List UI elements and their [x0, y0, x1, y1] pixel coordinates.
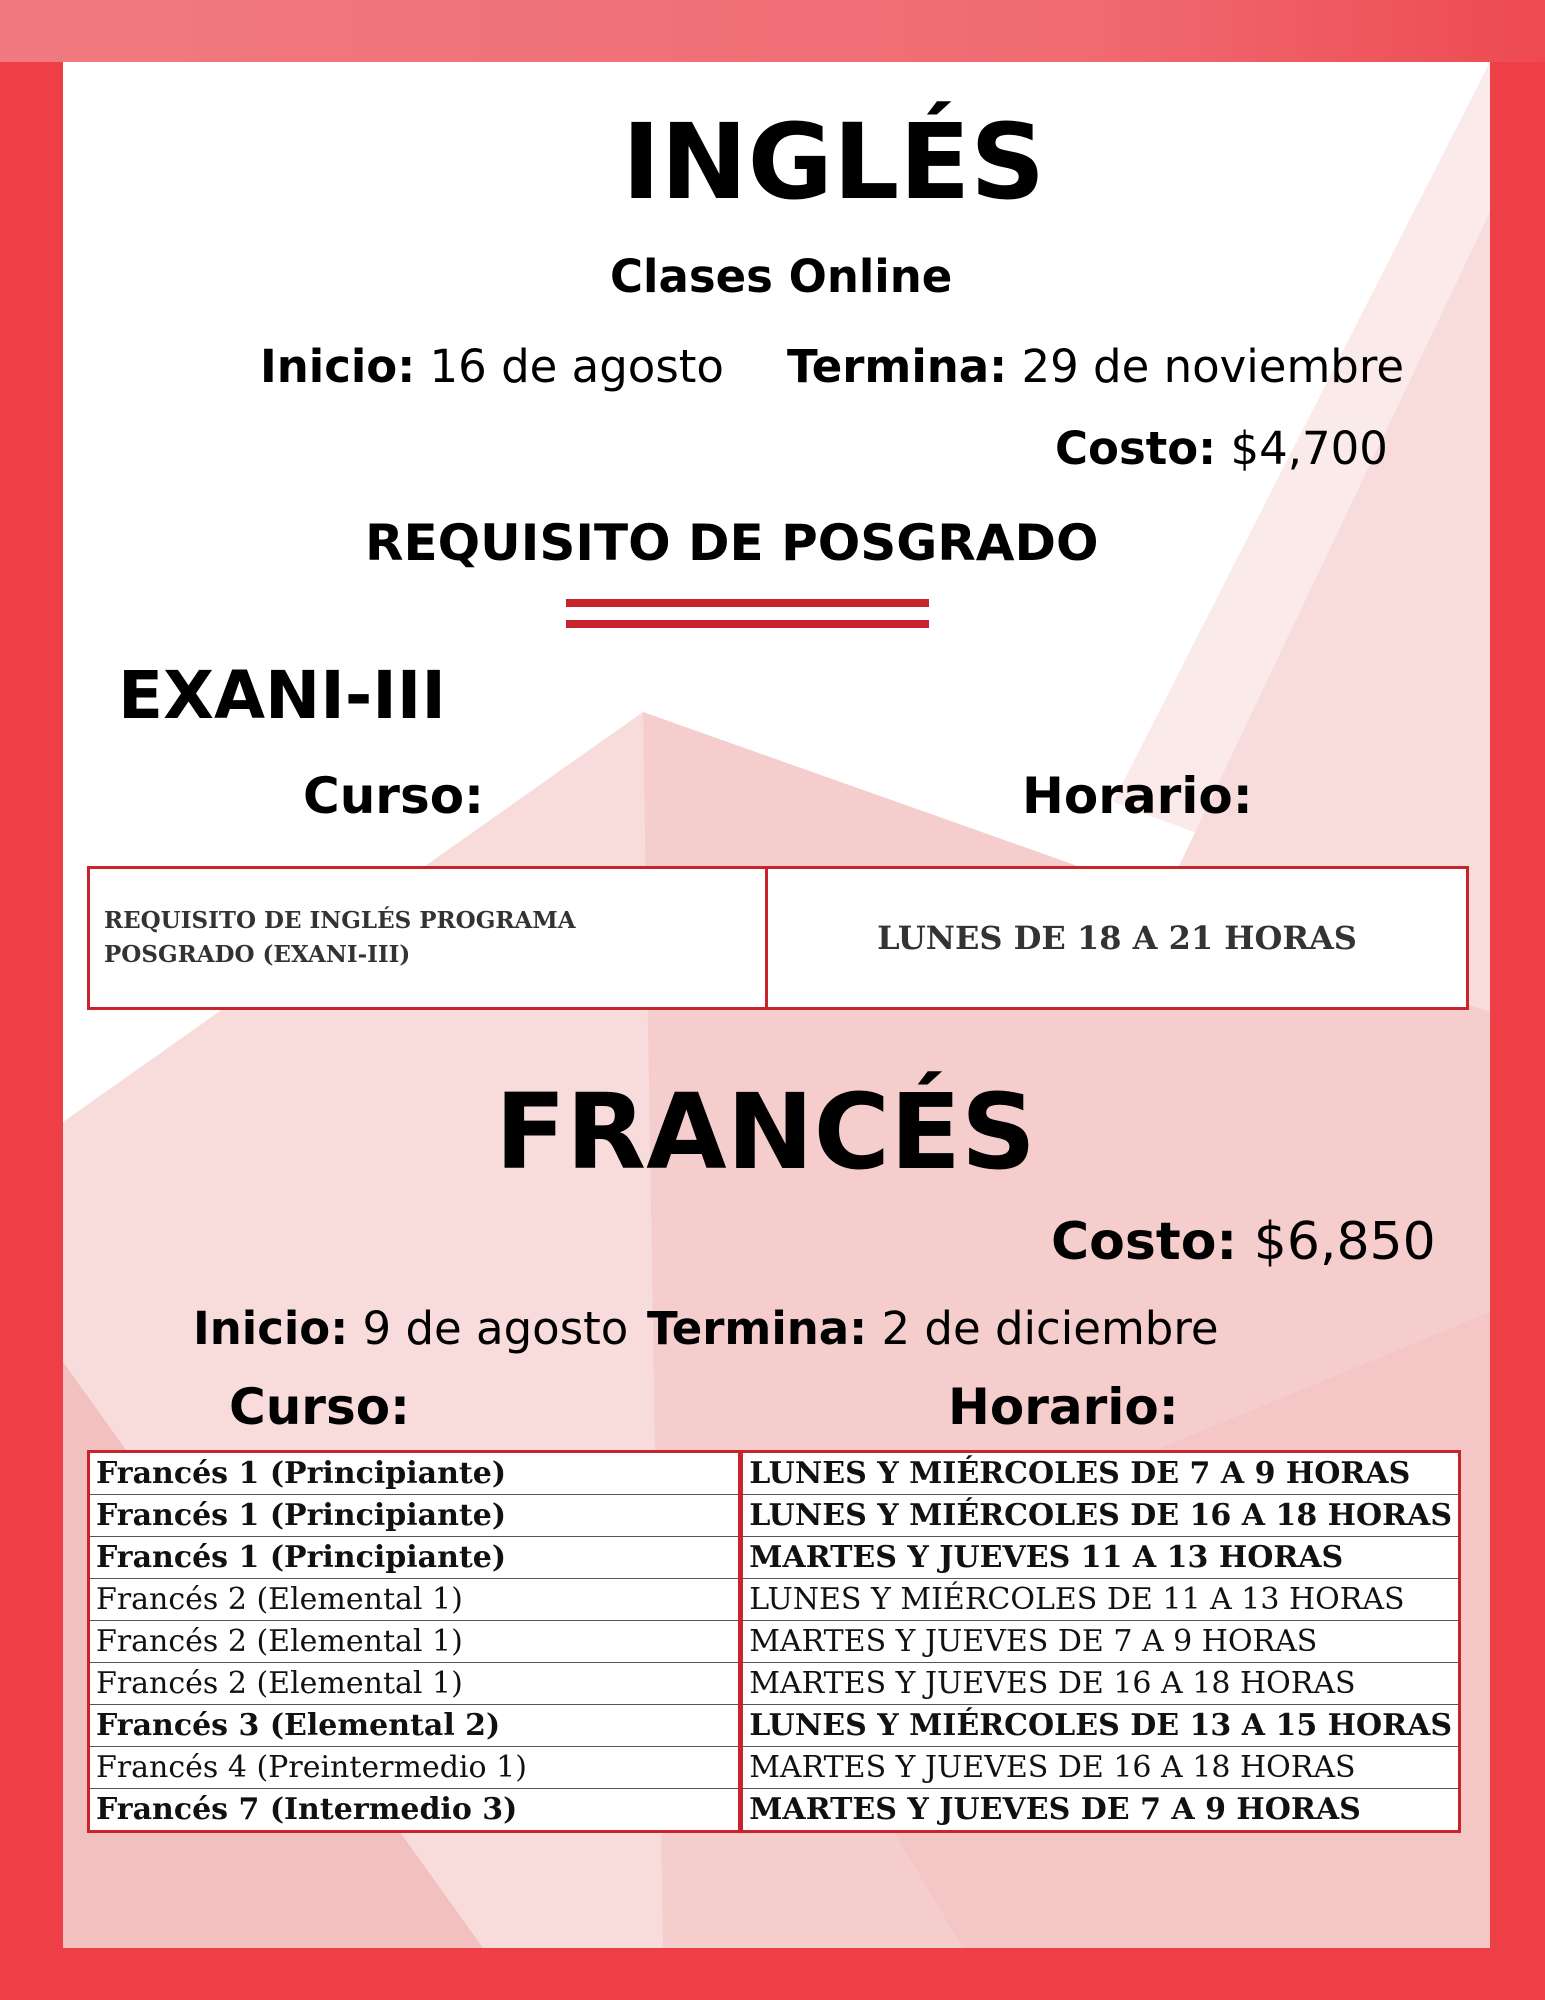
- ingles-curso-label: Curso:: [303, 767, 485, 825]
- table-row: [89, 1789, 1460, 1832]
- inicio-label: Inicio:: [193, 1302, 349, 1355]
- table-row: [89, 1452, 1460, 1495]
- ingles-title: INGLÉS: [621, 101, 1046, 223]
- termina-label: Termina:: [787, 340, 1008, 393]
- schedule-cell: LUNES Y MIÉRCOLES DE 13 A 15 HORAS: [741, 1705, 1460, 1747]
- inicio-label: Inicio:: [260, 340, 416, 393]
- schedule-cell: MARTES Y JUEVES DE 7 A 9 HORAS: [741, 1621, 1460, 1663]
- frances-termina: [647, 1302, 1219, 1355]
- course-cell: Francés 2 (Elemental 1): [89, 1579, 741, 1621]
- requisito-heading: REQUISITO DE POSGRADO: [365, 514, 1099, 572]
- schedule-cell: LUNES Y MIÉRCOLES DE 7 A 9 HORAS: [741, 1452, 1460, 1495]
- course-cell: Francés 1 (Principiante): [89, 1452, 741, 1495]
- schedule-cell: LUNES Y MIÉRCOLES DE 16 A 18 HORAS: [741, 1495, 1460, 1537]
- course-cell: Francés 1 (Principiante): [89, 1495, 741, 1537]
- costo-value: $4,700: [1230, 422, 1388, 475]
- table-row: [89, 1537, 1460, 1579]
- ingles-inicio: [260, 340, 724, 393]
- exani-course-line2: POSGRADO (EXANI-III): [104, 941, 411, 968]
- frances-title: FRANCÉS: [495, 1071, 1036, 1193]
- ingles-costo: [1055, 422, 1388, 475]
- table-row: [89, 868, 1468, 1009]
- schedule-cell: MARTES Y JUEVES DE 7 A 9 HORAS: [749, 1792, 1361, 1827]
- table-row: [89, 1663, 1460, 1705]
- frame-top: [0, 0, 1545, 62]
- course-cell: Francés 2 (Elemental 1): [89, 1663, 741, 1705]
- termina-label: Termina:: [647, 1302, 868, 1355]
- schedule-cell: LUNES Y MIÉRCOLES DE 11 A 13 HORAS: [741, 1579, 1460, 1621]
- table-row: [89, 1495, 1460, 1537]
- exani-table: [87, 866, 1469, 1010]
- schedule-cell: MARTES Y JUEVES DE 16 A 18 HORAS: [741, 1747, 1460, 1789]
- costo-label: Costo:: [1051, 1212, 1238, 1272]
- course-cell: Francés 3 (Elemental 2): [89, 1705, 741, 1747]
- flyer-page: [63, 62, 1490, 1948]
- exam-title: EXANI-III: [118, 657, 446, 734]
- inicio-value: 9 de agosto: [362, 1302, 629, 1355]
- course-cell: Francés 4 (Preintermedio 1): [89, 1747, 741, 1789]
- ingles-termina: [787, 340, 1404, 393]
- exani-course-line1: REQUISITO DE INGLÉS PROGRAMA: [104, 907, 576, 934]
- divider-line-top: [566, 599, 929, 607]
- table-row: [89, 1579, 1460, 1621]
- termina-value: 29 de noviembre: [1021, 340, 1405, 393]
- exani-schedule-cell: LUNES DE 18 A 21 HORAS: [767, 868, 1468, 1009]
- table-row: [89, 1705, 1460, 1747]
- course-cell: Francés 1 (Principiante): [89, 1537, 741, 1579]
- costo-value: $6,850: [1253, 1212, 1436, 1272]
- table-row: [89, 1747, 1460, 1789]
- frances-curso-label: Curso:: [229, 1378, 411, 1436]
- table-row: [89, 1621, 1460, 1663]
- divider-line-bottom: [566, 620, 929, 628]
- frances-inicio: [193, 1302, 628, 1355]
- exani-course-cell: [89, 868, 767, 1009]
- frances-horario-label: Horario:: [948, 1378, 1179, 1436]
- termina-value: 2 de diciembre: [881, 1302, 1219, 1355]
- course-cell: Francés 2 (Elemental 1): [89, 1621, 741, 1663]
- ingles-subtitle: Clases Online: [610, 250, 953, 303]
- frances-schedule-table: [87, 1450, 1461, 1833]
- costo-label: Costo:: [1055, 422, 1217, 475]
- schedule-cell: MARTES Y JUEVES 11 A 13 HORAS: [741, 1537, 1460, 1579]
- frances-costo: [1051, 1212, 1436, 1272]
- inicio-value: 16 de agosto: [429, 340, 724, 393]
- ingles-horario-label: Horario:: [1022, 767, 1253, 825]
- schedule-cell: MARTES Y JUEVES DE 16 A 18 HORAS: [741, 1663, 1460, 1705]
- course-cell: Francés 7 (Intermedio 3): [89, 1789, 741, 1832]
